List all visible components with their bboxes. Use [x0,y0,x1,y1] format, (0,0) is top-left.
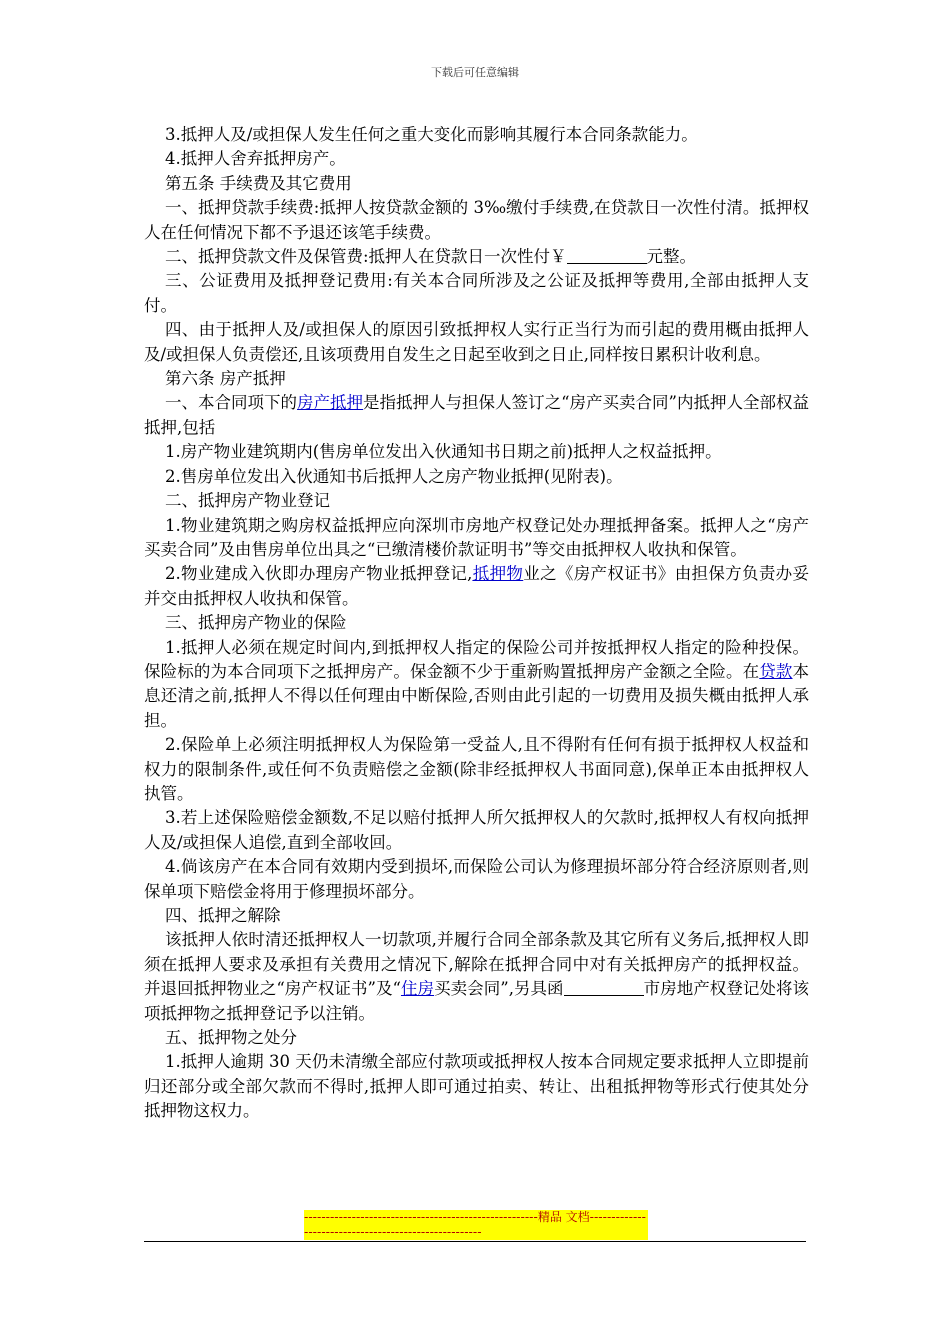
text: 业之《房产权证书》由担保方负责办妥并交由抵押权人收执和保管。 [144,564,810,608]
paragraph: 四、由于抵押人及/或担保人的原因引致抵押权人实行正当行为而引起的费用概由抵押人及/或担保人负责偿还,且该项费用自发生之日起至收到之日止,同样按日累积计收利息。 [144,320,809,364]
text: 市房地产权登记处将该项抵押物之抵押登记予以注销。 [144,979,810,1023]
section-3-title: 三、抵押房产物业的保险 [164,613,347,633]
paragraph [144,391,809,440]
paragraph: 1.抵押人逾期 30 天仍未清缴全部应付款项或抵押权人按本合同规定要求抵押人立即提前归还部分或全部欠款而不得时,抵押人即可通过拍卖、转让、出租抵押物等形式行使其处分抵押物这权力。 [144,1052,809,1121]
article-6-title: 第六条 房产抵押 [164,369,286,389]
paragraph: 3.抵押人及/或担保人发生任何之重大变化而影响其履行本合同条款能力。 [164,125,698,144]
link-property-mortgage[interactable]: 房产抵押 [297,393,364,413]
section-5-title: 五、抵押物之处分 [164,1028,297,1048]
page-header: 下载后可任意编辑 [431,66,519,79]
paragraph [144,562,809,611]
text: 2.物业建成入伙即办理房产物业抵押登记, [164,564,473,584]
document-body [144,123,809,1124]
link-loan[interactable]: 贷款 [759,661,793,681]
paragraph: 一、抵押贷款手续费:抵押人按贷款金额的 3‰缴付手续费,在贷款日一次性付清。抵押权人在任何情况下都不予退还该笔手续费。 [144,198,809,242]
link-housing[interactable]: 住房 [400,979,435,999]
footer-watermark: ------------------------------------------------------精品 文档------------------------------------------------------ [304,1210,648,1240]
text: 该抵押人依时清还抵押权人一切款项,并履行合同全部条款及其它所有义务后,抵押权人即须在抵押人要求及承担有关费用之情况下,解除在抵押合同中对有关抵押房产的抵押权益。并退回抵押物业之“房产权证书”及“ [144,930,809,999]
text: 二、抵押贷款文件及保管费:抵押人在贷款日一次性付￥ [164,247,567,267]
paragraph [144,245,809,269]
text: 元整。 [646,247,697,267]
section-4-title: 四、抵押之解除 [164,906,281,925]
text: 买卖会同”,另具函 [434,979,564,999]
paragraph: 1.房产物业建筑期内(售房单位发出入伙通知书日期之前)抵押人之权益抵押。 [164,442,722,462]
paragraph: 3.若上述保险赔偿金额数,不足以赔付抵押人所欠抵押权人的欠款时,抵押权人有权向抵押人及/或担保人追偿,直到全部收回。 [144,808,809,852]
paragraph [144,636,809,734]
article-5-title: 第五条 手续费及其它费用 [164,173,352,193]
paragraph: 三、公证费用及抵押登记费用:有关本合同所涉及之公证及抵押等费用,全部由抵押人支付。 [144,271,809,315]
text: 是指抵押人与担保人签订之“房产买卖合同”内抵押人全部权益抵押,包括 [144,393,809,437]
blank-field [567,246,647,264]
blank-field [564,978,644,996]
link-collateral[interactable]: 抵押物 [472,564,524,584]
paragraph: 4.抵押人舍弃抵押房产。 [164,149,346,169]
paragraph: 2.售房单位发出入伙通知书后抵押人之房产物业抵押(见附表)。 [164,466,623,486]
paragraph: 2.保险单上必须注明抵押权人为保险第一受益人,且不得附有任何有损于抵押权人权益和权力的限制条件,或任何不负责赔偿之金额(除非经抵押权人书面同意),保单正本由抵押权人执管。 [144,735,809,803]
text: 一、本合同项下的 [164,393,298,413]
paragraph: 1.物业建筑期之购房权益抵押应向深圳市房地产权登记处办理抵押备案。抵押人之“房产买卖合同”及由售房单位出具之“已缴清楼价款证明书”等交由抵押权人收执和保管。 [144,515,809,559]
text: 本息还清之前,抵押人不得以任何理由中断保险,否则由此引起的一切费用及损失概由抵押人承担。 [144,661,810,730]
footer-divider [144,1241,806,1242]
paragraph: 4.倘该房产在本合同有效期内受到损坏,而保险公司认为修理损坏部分符合经济原则者,则保单项下赔偿金将用于修理损坏部分。 [144,857,809,901]
paragraph [144,928,809,1026]
text: 1.抵押人必须在规定时间内,到抵押权人指定的保险公司并按抵押权人指定的险种投保。保险标的为本合同项下之抵押房产。保金额不少于重新购置抵押房产金额之全险。在 [144,637,809,681]
section-2-title: 二、抵押房产物业登记 [164,491,330,511]
